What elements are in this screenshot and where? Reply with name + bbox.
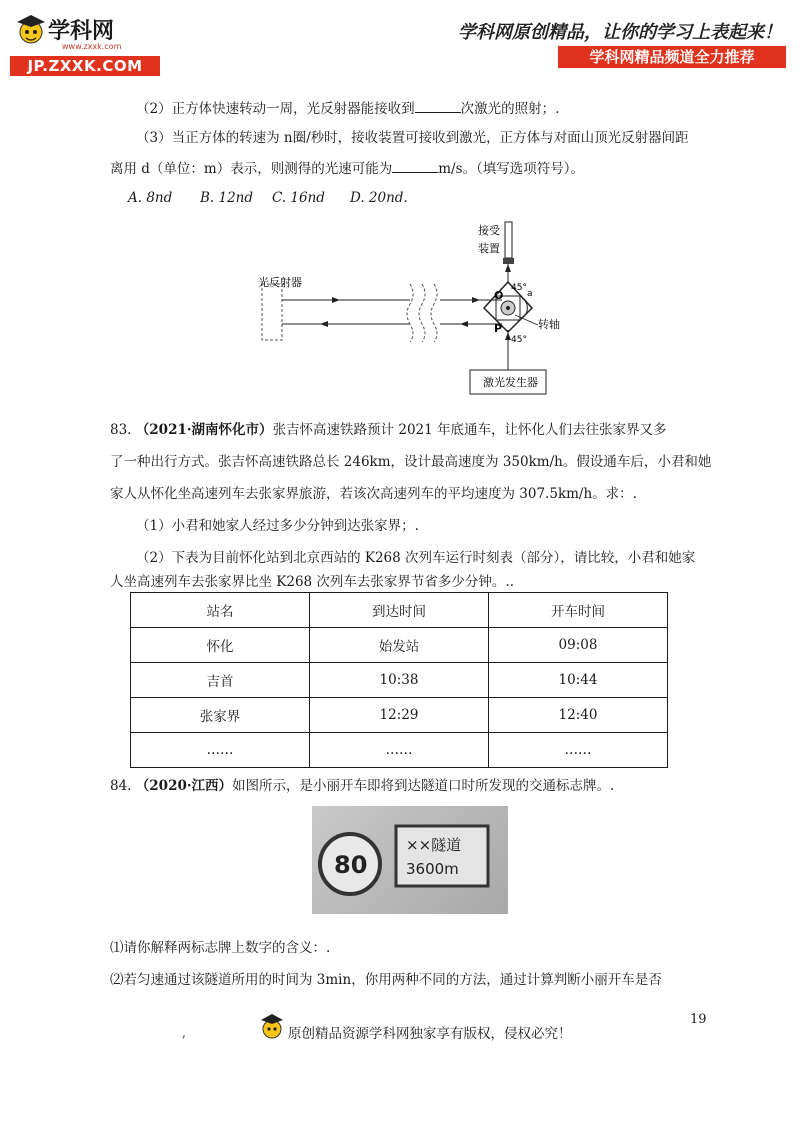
footer-mascot-icon [258,1012,286,1044]
option-b: B. 12nd [200,190,254,206]
header-slogan: 学科网原创精品，让你的学习上表起来！ [458,22,782,43]
table-header: 到达时间 [310,593,489,628]
q82-part2-before: （2）正方体快速转动一周，光反射器能接收到 [136,101,415,117]
break-mark-1 [407,284,413,342]
table-cell: 10:44 [489,663,668,698]
q83-source: （2021·湖南怀化市） [135,422,273,438]
reflector-box [262,284,282,340]
rotation-arrow [522,298,527,318]
tunnel-name: ××隧道 [406,836,462,854]
q82-part3-after: m/s。（填写选项符号）。 [438,161,585,177]
table-cell: 09:08 [489,628,668,663]
arrow-left-2 [460,321,468,327]
table-cell: …… [489,733,668,768]
q83-number: 83. [110,422,132,438]
table-row [131,628,668,663]
q82-part3-line2 [110,158,584,179]
option-a: A. 8nd [128,190,173,206]
light-speed-diagram [240,220,580,398]
receiver-bar [505,222,512,258]
tunnel-length: 3600m [406,860,459,878]
table-header: 站名 [131,593,310,628]
q83-line1 [110,420,667,440]
q83-sub1: （1）小君和她家人经过多少分钟到达张家界；. [136,518,419,534]
table-row [131,663,668,698]
footer-text: 原创精品资源学科网独家享有版权，侵权必究！ [288,1026,572,1042]
table-cell: 怀化 [131,628,310,663]
axis-label: 转轴 [538,318,560,331]
option-d: D. 20nd. [350,190,408,206]
table-cell: 12:29 [310,698,489,733]
traffic-sign-graphic [312,806,508,914]
answer-blank [415,98,461,113]
traffic-sign-photo [312,806,508,914]
q83-sub2-line2: 人坐高速列车去张家界比坐 K268 次列车去张家界节省多少分钟。.. [110,574,515,590]
footer-mark: , [182,1026,186,1040]
table-cell: 始发站 [310,628,489,663]
q84-line1 [110,776,614,796]
receiver-label-2: 装置 [478,242,500,255]
q84-text1: 如图所示，是小丽开车即将到达隧道口时所发现的交通标志牌。. [232,778,615,794]
q83-line2: 了一种出行方式。张吉怀高速铁路总长 246km，设计最高速度为 350km/h。假设通车后，小君和她 [110,454,712,470]
angle-bottom: 45° [511,335,527,345]
speed-limit-value: 80 [334,851,368,879]
axis-center [506,306,510,310]
q82-part3-before: 离用 d（单位：m）表示，则测得的光速可能为 [110,161,393,177]
table-cell: …… [310,733,489,768]
q84-sub1: ⑴请你解释两标志牌上数字的含义：. [110,940,331,956]
q82-part3-line1: （3）当正方体的转速为 n圈/秒时，接收装置可接收到激光，正方体与对面山顶光反射器间距 [136,130,689,146]
logo-subtext: www.zxxk.com [62,42,122,51]
arrow-right-2 [472,297,480,303]
table-header: 开车时间 [489,593,668,628]
q83-sub2-line1: （2）下表为目前怀化站到北京西站的 K268 次列车运行时刻表（部分），请比较，小君和她家 [136,550,696,566]
angle-top: 45° [511,283,527,293]
table-cell: …… [131,733,310,768]
break-mark-3 [431,284,437,342]
page-number: 19 [690,1012,707,1027]
q82-part2 [136,98,559,119]
header-banner: 学科网精品频道全力推荐 [558,46,786,68]
break-mark-2 [419,284,425,342]
table-row [131,698,668,733]
arrow-up [505,264,511,272]
arrow-left-1 [320,321,328,327]
receiver-base [503,258,514,264]
label-a: a [527,289,533,299]
receiver-label-1: 接受 [478,224,500,237]
option-c: C. 16nd [272,190,325,206]
table-row [131,733,668,768]
logo-url: JP.ZXXK.COM [10,56,160,76]
reflector-label: 光反射器 [258,276,302,289]
logo-text: 学科网 [48,19,115,44]
q84-sub2: ⑵若匀速通过该隧道所用的时间为 3min，你用两种不同的方法，通过计算判断小丽开车是否 [110,972,662,988]
q83-text1: 张吉怀高速铁路预计 2021 年底通车，让怀化人们去往张家界又多 [272,422,667,438]
arrow-right-1 [332,297,340,303]
timetable [130,592,668,768]
table-cell: 吉首 [131,663,310,698]
table-cell: 12:40 [489,698,668,733]
laser-label: 激光发生器 [483,376,538,389]
site-logo [10,10,160,74]
mascot-icon [14,12,48,52]
q84-source: （2020·江西） [135,778,233,794]
table-header-row [131,593,668,628]
label-o: O [494,289,504,302]
table-cell: 张家界 [131,698,310,733]
q82-part2-after: 次激光的照射；. [460,101,560,117]
q84-number: 84. [110,778,132,794]
answer-blank [392,158,438,173]
table-cell: 10:38 [310,663,489,698]
q83-line3: 家人从怀化坐高速列车去张家界旅游，若该次高速列车的平均速度为 307.5km/h。求：. [110,486,637,502]
label-p: P [494,322,503,335]
